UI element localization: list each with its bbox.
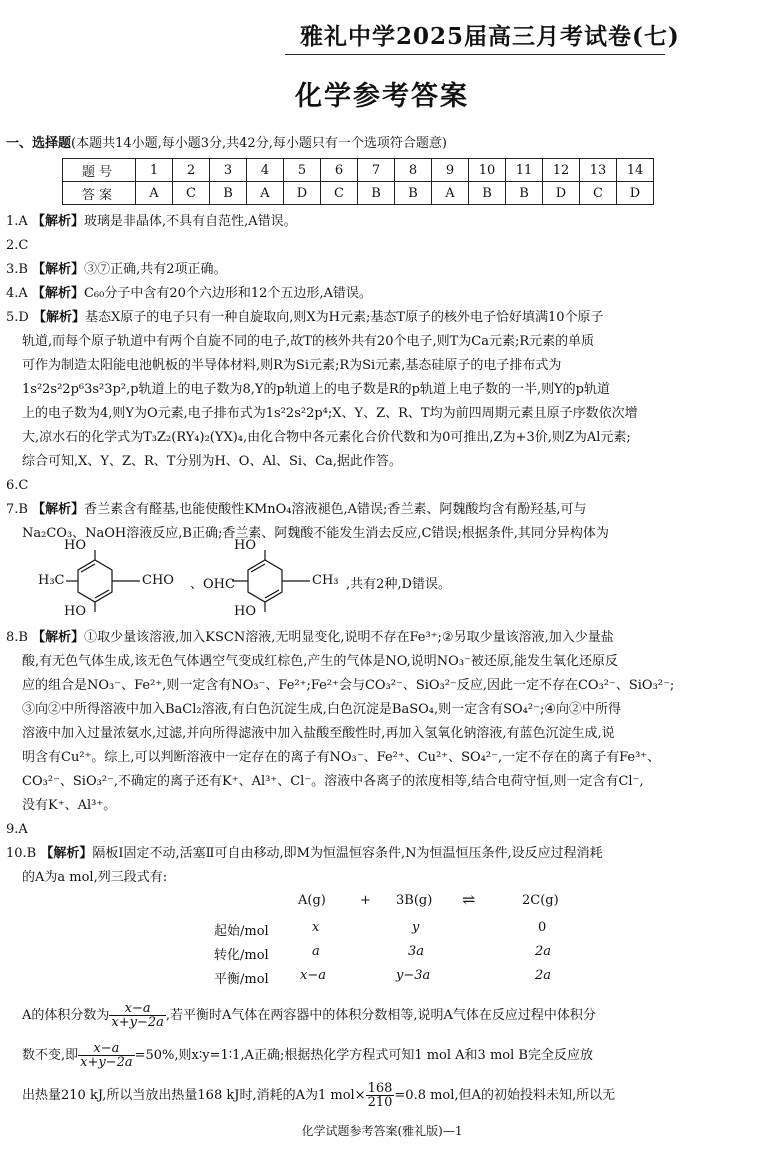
text-segment: =0.8 mol,但A的初始投料未知,所以无 xyxy=(394,1088,616,1103)
analysis-line: 上的电子数为4,则Y为O元素,电子排布式为1s²2s²2p⁴;X、Y、Z、R、T均为前四周期元素且原子序数依次增 xyxy=(22,406,638,421)
table-cell: 1 xyxy=(136,159,173,182)
analysis-text: 基态X原子的电子只有一种自旋取向,则X为H元素;基态T原子的核外电子恰好填满10个原子 xyxy=(84,310,604,325)
eq-row-label: 转化/mol xyxy=(214,948,269,963)
analysis-text: 玻璃是非晶体,不具有自范性,A错误。 xyxy=(83,214,297,229)
mol-label-ho: HO xyxy=(234,604,256,619)
analysis-tag: 【解析】 xyxy=(32,310,85,325)
text-segment: 出热量210 kJ,所以当放出热量168 kJ时,消耗的A为1 mol× xyxy=(22,1088,366,1103)
analysis-line: 没有K⁺、Al³⁺。 xyxy=(22,798,117,813)
mol-label-h3c: H₃C xyxy=(38,573,65,588)
analysis-tag: 【解析】 xyxy=(31,214,84,229)
benzene-ring-2 xyxy=(248,560,282,602)
table-cell: 7 xyxy=(358,159,395,182)
answer-1 xyxy=(6,212,297,232)
table-cell: B xyxy=(506,182,543,205)
analysis-line: Na₂CO₃、NaOH溶液反应,B正确;香兰素、阿魏酸不能发生消去反应,C错误;根据条件,其同分异构体为 xyxy=(22,526,609,541)
table-cell: 5 xyxy=(284,159,321,182)
bond xyxy=(251,564,265,572)
analysis-line: 1s²2s²2p⁶3s²3p²,p轨道上的电子数为8,Y的p轨道上的电子数是R的p轨道上电子数的一半,则Y的p轨道 xyxy=(22,382,610,397)
eq-species-a: A(g) xyxy=(298,893,326,908)
analysis-line: 应的组合是NO₃⁻、Fe²⁺,则一定含有NO₃⁻、Fe²⁺;Fe²⁺会与CO₃²⁻、SiO₃²⁻反应,因此一定不存在CO₃²⁻、SiO₃²⁻; xyxy=(22,678,675,693)
analysis-text: C₆₀分子中含有20个六边形和12个五边形,A错误。 xyxy=(83,286,372,301)
fraction xyxy=(366,1082,395,1109)
answer-number: 10.B xyxy=(6,846,37,861)
eq-cell: 3a xyxy=(408,944,425,959)
text-segment: A的体积分数为 xyxy=(22,1008,110,1023)
table-cell: 14 xyxy=(617,159,654,182)
table-cell: 8 xyxy=(395,159,432,182)
table-cell: B xyxy=(469,182,506,205)
analysis-line: ③向②中所得溶液中加入BaCl₂溶液,有白色沉淀生成,白色沉淀是BaSO₄,则一定含有SO₄²⁻;④向②中所得 xyxy=(22,702,621,717)
bond xyxy=(95,590,109,598)
table-cell: C xyxy=(580,182,617,205)
eq-plus: + xyxy=(360,893,371,908)
analysis-tag: 【解析】 xyxy=(31,286,84,301)
answer-number: 3.B xyxy=(6,262,28,277)
eq-cell: 0 xyxy=(538,920,547,935)
mol-label-ho: HO xyxy=(64,604,86,619)
table-cell: B xyxy=(358,182,395,205)
eq-cell: 2a xyxy=(535,944,552,959)
row-label-numbers: 题号 xyxy=(63,159,136,182)
analysis-line xyxy=(22,1042,593,1069)
table-cell: A xyxy=(247,182,284,205)
answer-8 xyxy=(6,628,614,648)
answer-number: 8.B xyxy=(6,630,28,645)
structure-conclusion: ,共有2种,D错误。 xyxy=(346,577,451,592)
answer-number: 5.D xyxy=(6,310,29,325)
eq-cell: x−a xyxy=(300,968,326,983)
table-cell: 12 xyxy=(543,159,580,182)
table-cell: 9 xyxy=(432,159,469,182)
eq-species-c: 2C(g) xyxy=(522,893,559,908)
text-segment: ,若平衡时A气体在两容器中的体积分数相等,说明A气体在反应过程中体积分 xyxy=(165,1008,596,1023)
analysis-line: 轨道,而每个原子轨道中有两个自旋不同的电子,故T的核外共有20个电子,则T为Ca元素;R元素的单质 xyxy=(22,334,595,349)
analysis-line xyxy=(22,1002,596,1029)
answer-number: 7.B xyxy=(6,502,28,517)
fraction-denominator: x+y−2a xyxy=(80,1055,133,1070)
analysis-line: 可作为制造太阳能电池帆板的半导体材料,则R为Si元素;R为Si元素,基态硅原子的电子排布式为 xyxy=(22,358,562,373)
table-cell: 6 xyxy=(321,159,358,182)
eq-cell: 2a xyxy=(535,968,552,983)
table-cell: 11 xyxy=(506,159,543,182)
mol-label-ch3: CH₃ xyxy=(312,573,339,588)
row-label-answers: 答案 xyxy=(63,182,136,205)
fraction-numerator: 168 xyxy=(367,1081,393,1096)
exam-header: 雅礼中学2025届高三月考试卷(七) xyxy=(300,23,680,50)
equilibrium-arrow-icon: ⇌ xyxy=(462,890,476,909)
text-segment: 数不变,即 xyxy=(22,1048,79,1063)
fraction-numerator: x−a xyxy=(78,1042,134,1056)
fraction-denominator: x+y−2a xyxy=(111,1015,164,1030)
answer-5 xyxy=(6,308,604,328)
table-cell: 10 xyxy=(469,159,506,182)
table-cell: 3 xyxy=(210,159,247,182)
eq-cell: y−3a xyxy=(396,968,431,983)
mol-label-cho: CHO xyxy=(142,573,174,588)
table-cell: 4 xyxy=(247,159,284,182)
answer-6 xyxy=(6,476,28,496)
analysis-text: 香兰素含有醛基,也能使酸性KMnO₄溶液褪色,A错误;香兰素、阿魏酸均含有酚羟基,可与 xyxy=(84,502,587,517)
mol-label-ho: HO xyxy=(64,538,86,553)
analysis-line: CO₃²⁻、SiO₃²⁻,不确定的离子还有K⁺、Al³⁺、Cl⁻。溶液中各离子的浓度相等,结合电荷守恒,则一定含有Cl⁻, xyxy=(22,774,644,789)
eq-species-b: 3B(g) xyxy=(396,893,433,908)
answer-number: 2.C xyxy=(6,238,29,253)
analysis-tag: 【解析】 xyxy=(40,846,93,861)
mol-label-ho: HO xyxy=(234,538,256,553)
analysis-text: 隔板Ⅰ固定不动,活塞Ⅱ可自由移动,即M为恒温恒容条件,N为恒温恒压条件,设反应过程消耗 xyxy=(92,846,603,861)
bond xyxy=(265,590,279,598)
analysis-text: ③⑦正确,共有2项正确。 xyxy=(84,262,227,277)
answer-2 xyxy=(6,236,28,256)
section-note: (本题共14小题,每小题3分,共42分,每小题只有一个选项符合题意) xyxy=(71,136,447,151)
eq-cell: y xyxy=(412,920,420,935)
analysis-line: 明含有Cu²⁺。综上,可以判断溶液中一定存在的离子有NO₃⁻、Fe²⁺、Cu²⁺、SO₄²⁻,一定不存在的离子有Fe³⁺、 xyxy=(22,750,661,765)
table-cell: D xyxy=(543,182,580,205)
answer-table xyxy=(62,158,654,205)
table-cell: B xyxy=(210,182,247,205)
eq-row-label: 起始/mol xyxy=(214,924,269,939)
table-cell: D xyxy=(284,182,321,205)
analysis-line: 大,凉水石的化学式为T₃Z₂(RY₄)₂(YX)₄,由化合物中各元素化合价代数和为0可推出,Z为+3价,则Z为Al元素; xyxy=(22,430,631,445)
fraction-numerator: x−a xyxy=(109,1002,165,1016)
answer-7 xyxy=(6,500,587,520)
mol-label-ohc: 、OHC xyxy=(190,577,235,592)
page-title: 化学参考答案 xyxy=(295,81,469,112)
analysis-text: ①取少量该溶液,加入KSCN溶液,无明显变化,说明不存在Fe³⁺;②另取少量该溶液,加入少量盐 xyxy=(84,630,614,645)
table-cell: A xyxy=(136,182,173,205)
section-label: 一、选择题 xyxy=(6,136,72,151)
answer-number: 1.A xyxy=(6,214,28,229)
analysis-line: 的A为a mol,列三段式有: xyxy=(22,870,168,885)
table-row-answers xyxy=(63,182,654,205)
answer-number: 9.A xyxy=(6,822,28,837)
eq-cell: a xyxy=(312,944,320,959)
fraction xyxy=(78,1042,134,1069)
eq-row-label: 平衡/mol xyxy=(214,972,269,987)
answer-3 xyxy=(6,260,227,280)
analysis-tag: 【解析】 xyxy=(32,262,85,277)
analysis-tag: 【解析】 xyxy=(32,630,85,645)
table-cell: A xyxy=(432,182,469,205)
benzene-ring-1 xyxy=(78,560,112,602)
table-cell: B xyxy=(395,182,432,205)
answer-4 xyxy=(6,284,372,304)
table-cell: C xyxy=(173,182,210,205)
answer-9 xyxy=(6,820,28,840)
fraction-denominator: 210 xyxy=(367,1095,393,1110)
analysis-line xyxy=(22,1082,615,1109)
table-cell: D xyxy=(617,182,654,205)
analysis-line: 酸,有无色气体生成,该无色气体遇空气变成红棕色,产生的气体是NO,说明NO₃⁻被还原,能发生氧化还原反 xyxy=(22,654,619,669)
table-cell: C xyxy=(321,182,358,205)
table-row-numbers xyxy=(63,159,654,182)
analysis-line: 综合可知,X、Y、Z、R、T分别为H、O、Al、Si、Ca,据此作答。 xyxy=(22,454,402,469)
table-cell: 2 xyxy=(173,159,210,182)
answer-number: 4.A xyxy=(6,286,28,301)
eq-cell: x xyxy=(312,920,320,935)
header-rule xyxy=(285,54,665,55)
answer-number: 6.C xyxy=(6,478,29,493)
analysis-tag: 【解析】 xyxy=(32,502,85,517)
text-segment: =50%,则x∶y=1∶1,A正确;根据热化学方程式可知1 mol A和3 mol B完全反应放 xyxy=(134,1048,593,1063)
analysis-line: 溶液中加入过量浓氨水,过滤,并向所得滤液中加入盐酸至酸性时,再加入氢氧化钠溶液,有蓝色沉淀生成,说 xyxy=(22,726,615,741)
answer-10 xyxy=(6,844,603,864)
section-heading xyxy=(6,132,447,151)
fraction xyxy=(109,1002,165,1029)
table-cell: 13 xyxy=(580,159,617,182)
page-footer: 化学试题参考答案(雅礼版)—1 xyxy=(301,1124,463,1138)
bond xyxy=(81,564,95,572)
